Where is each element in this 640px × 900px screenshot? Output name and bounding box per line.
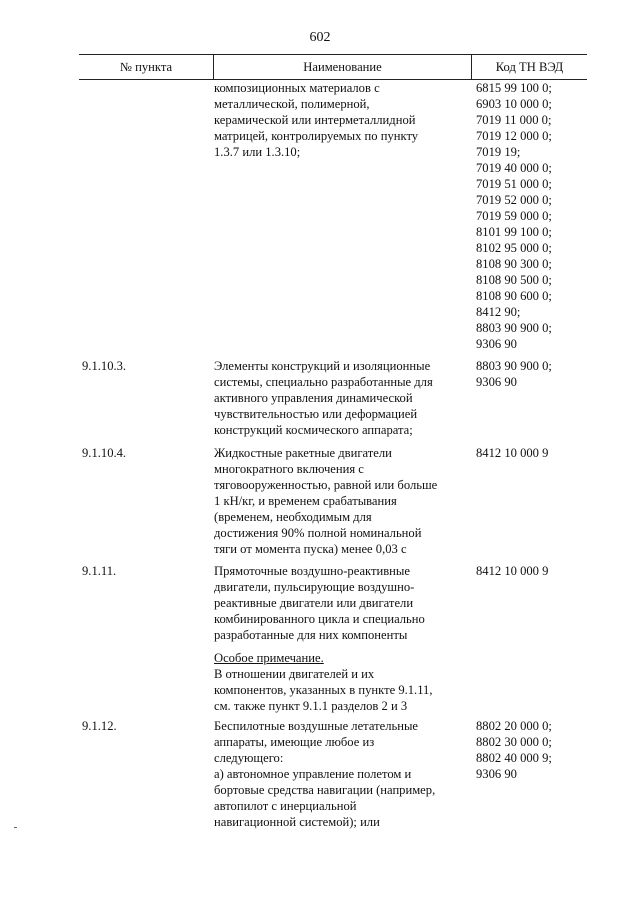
row-number: 9.1.12. <box>82 719 117 733</box>
code-line: 7019 40 000 0; <box>476 161 552 175</box>
name-line: автопилот с инерциальной <box>214 799 357 813</box>
code-line: 8802 40 000 9; <box>476 751 552 765</box>
name-line: реактивные двигатели или двигатели <box>214 596 414 610</box>
code-line: 8802 20 000 0; <box>476 719 552 733</box>
name-line: следующего: <box>214 751 284 765</box>
row-name <box>214 563 470 643</box>
name-line: комбинированного цикла и специально <box>214 612 425 626</box>
row-code <box>476 445 586 461</box>
code-line: 8412 90; <box>476 305 521 319</box>
name-line: 1.3.7 или 1.3.10; <box>214 145 301 159</box>
name-line: разработанные для них компоненты <box>214 628 408 642</box>
row-name <box>214 358 470 438</box>
name-line: а) автономное управление полетом и <box>214 767 412 781</box>
code-line: 8101 99 100 0; <box>476 225 552 239</box>
row-code <box>476 358 586 390</box>
code-line: 8412 10 000 9 <box>476 564 549 578</box>
name-line: тяги от момента пуска) менее 0,03 с <box>214 542 407 556</box>
code-line: 7019 12 000 0; <box>476 129 552 143</box>
note-line: см. также пункт 9.1.1 разделов 2 и 3 <box>214 699 408 713</box>
row-code <box>476 718 586 782</box>
code-line: 9306 90 <box>476 375 517 389</box>
code-line: 9306 90 <box>476 337 517 351</box>
scan-artifact <box>14 827 17 828</box>
code-line: 7019 19; <box>476 145 521 159</box>
row-number: 9.1.11. <box>82 564 117 578</box>
note-title: Особое примечание. <box>214 651 324 665</box>
row-number: 9.1.10.3. <box>82 359 127 373</box>
special-note <box>214 650 470 714</box>
name-line: (временем, необходимым для <box>214 510 372 524</box>
name-line: достижения 90% полной номинальной <box>214 526 422 540</box>
code-line: 8108 90 600 0; <box>476 289 552 303</box>
name-line: Беспилотные воздушные летательные <box>214 719 419 733</box>
name-line: керамической или интерметаллидной <box>214 113 416 127</box>
row-code <box>476 80 586 352</box>
name-line: активного управления динамической <box>214 391 413 405</box>
name-line: композиционных материалов с <box>214 81 380 95</box>
header-name: Наименование <box>303 60 382 74</box>
code-line: 8412 10 000 9 <box>476 446 549 460</box>
name-line: Элементы конструкций и изоляционные <box>214 359 431 373</box>
page-number: 602 <box>309 30 331 45</box>
name-line: аппараты, имеющие любое из <box>214 735 375 749</box>
name-line: тяговооруженностью, равной или больше <box>214 478 438 492</box>
code-line: 8108 90 500 0; <box>476 273 552 287</box>
code-line: 8108 90 300 0; <box>476 257 552 271</box>
name-line: навигационной системой); или <box>214 815 380 829</box>
code-line: 8803 90 900 0; <box>476 359 552 373</box>
note-line: компонентов, указанных в пункте 9.1.11, <box>214 683 433 697</box>
row-code <box>476 563 586 579</box>
name-line: системы, специально разработанные для <box>214 375 433 389</box>
code-line: 7019 59 000 0; <box>476 209 552 223</box>
row-number: 9.1.10.4. <box>82 446 127 460</box>
row-name <box>214 718 470 830</box>
row-name <box>214 445 470 557</box>
code-line: 7019 51 000 0; <box>476 177 552 191</box>
name-line: чувствительностью или деформацией <box>214 407 418 421</box>
name-line: матрицей, контролируемых по пункту <box>214 129 419 143</box>
name-line: конструкций космического аппарата; <box>214 423 413 437</box>
name-line: двигатели, пульсирующие воздушно- <box>214 580 415 594</box>
code-line: 7019 52 000 0; <box>476 193 552 207</box>
code-line: 6815 99 100 0; <box>476 81 552 95</box>
header-number: № пункта <box>119 60 173 74</box>
table-header <box>79 54 587 80</box>
row-name <box>214 80 470 160</box>
name-line: многократного включения с <box>214 462 364 476</box>
name-line: 1 кН/кг, и временем срабатывания <box>214 494 397 508</box>
name-line: металлической, полимерной, <box>214 97 370 111</box>
code-line: 8803 90 900 0; <box>476 321 552 335</box>
code-line: 8102 95 000 0; <box>476 241 552 255</box>
note-line: В отношении двигателей и их <box>214 667 375 681</box>
code-line: 6903 10 000 0; <box>476 97 552 111</box>
code-line: 7019 11 000 0; <box>476 113 552 127</box>
name-line: Жидкостные ракетные двигатели <box>214 446 392 460</box>
code-line: 9306 90 <box>476 767 517 781</box>
header-code: Код ТН ВЭД <box>495 60 564 74</box>
name-line: бортовые средства навигации (например, <box>214 783 436 797</box>
name-line: Прямоточные воздушно-реактивные <box>214 564 410 578</box>
code-line: 8802 30 000 0; <box>476 735 552 749</box>
